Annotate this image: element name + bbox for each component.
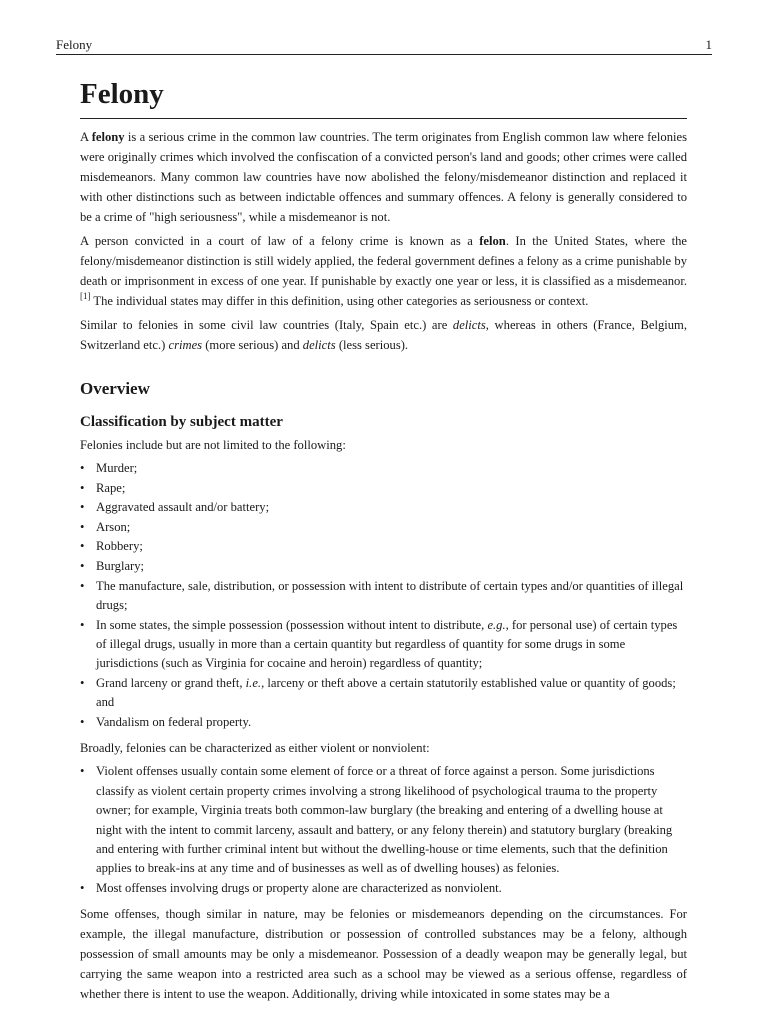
- text-run: Most offenses involving drugs or property alone are characterized as nonviolent.: [96, 881, 502, 895]
- text-run: (less serious).: [335, 338, 409, 352]
- text-run: crimes: [168, 338, 203, 352]
- section-heading-overview: Overview: [80, 379, 150, 398]
- text-run: Murder;: [96, 461, 138, 475]
- text-run: , whereas in others (France, Belgium, Switzerland etc.): [80, 318, 687, 352]
- intro-paragraph: [80, 231, 687, 311]
- text-run: (more serious) and: [202, 338, 303, 352]
- text-run: The manufacture, sale, distribution, or possession with intent to distribute of certain types and/or quantities of illegal drugs;: [96, 578, 684, 612]
- violence-list: [80, 762, 687, 898]
- text-run: i.e.: [245, 675, 262, 690]
- text-run: In some states, the simple possession (possession without intent to distribute,: [96, 617, 488, 632]
- list-item: [80, 518, 687, 537]
- text-run: felon: [479, 234, 506, 248]
- text-run: . In the United States, where the felony/misdemeanor distinction is still widely applied, the federal government defines a felony as a crime punishable by death or imprisonment in excess of one year. If punishable by exactly one year or less, it is classified as a misdemeanor.: [80, 234, 687, 288]
- page-number: 1: [705, 37, 712, 52]
- intro-paragraph: [80, 315, 687, 355]
- text-run: delicts: [302, 338, 336, 352]
- text-run: Arson;: [96, 519, 131, 534]
- violence-lead-paragraph: Broadly, felonies can be characterized as either violent or nonviolent:: [80, 741, 430, 756]
- list-item: [80, 557, 687, 576]
- text-run: Grand larceny or grand theft,: [96, 675, 246, 690]
- closing-paragraph: Some offenses, though similar in nature, may be felonies or misdemeanors depending on the circumstances. For example, the illegal manufacture, distribution or possession of controlled substances may be a felony, although possession of small amounts may be only a misdemeanor. Possession of a deadly weapon may be generally legal, but carrying the same weapon into a restricted area such as a school may be viewed as a serious offense, regardless of whether there is intent to use the weapon. Additionally, driving while intoxicated in some states may be a: [80, 907, 687, 1002]
- running-title: Felony: [56, 37, 93, 52]
- list-item: [80, 762, 687, 878]
- text-run: , for personal use) of certain types of illegal drugs, usually in more than a certain quantity but regardless of quantity for some drugs in some jurisdictions (such as Virginia for cocaine and heroin) regardless of quantity;: [96, 617, 678, 671]
- list-item: [80, 713, 687, 732]
- text-run: delicts: [452, 318, 486, 332]
- text-run: , larceny or theft above a certain statutorily established value or quantity of goods; and: [96, 675, 676, 710]
- text-run: A person convicted in a court of law of a felony crime is known as a: [80, 234, 480, 248]
- list-item: [80, 498, 687, 517]
- list-item: [80, 479, 687, 498]
- list-item: [80, 616, 687, 674]
- list-item: [80, 674, 687, 713]
- list-lead-paragraph: Felonies include but are not limited to the following:: [80, 438, 346, 452]
- list-item: [80, 459, 687, 478]
- text-run: Vandalism on federal property.: [96, 714, 252, 729]
- text-run: Violent offenses usually contain some element of force or a threat of force against a person. Some jurisdictions classify as violent certain property crimes involving a strong likelihood of psychological trauma to the property owner; for example, Virginia treats both common-law burglary (the breaking and entering of a dwelling house at night with the intent to commit larceny, assault and battery, or any felony therein) and statutory burglary (breaking and entering with further criminal intent but without the dwelling-house or time elements, such that the definition applies to break-ins at any time and of businesses as well as of dwelling houses) as felonies.: [96, 764, 673, 876]
- list-item: [80, 577, 687, 616]
- text-run: felony: [91, 130, 125, 144]
- list-item: [80, 537, 687, 556]
- text-run: Rape;: [96, 480, 126, 495]
- intro-paragraph: [80, 127, 687, 227]
- intro-section: [80, 127, 687, 355]
- text-run: Aggravated assault and/or battery;: [96, 500, 270, 515]
- text-run: Similar to felonies in some civil law countries (Italy, Spain etc.) are: [80, 318, 453, 332]
- article-body: [80, 76, 687, 1004]
- subsection-heading-classification: Classification by subject matter: [80, 414, 283, 430]
- running-header: [56, 36, 712, 55]
- list-item: [80, 879, 687, 898]
- text-run: Robbery;: [96, 539, 143, 554]
- citation-ref[interactable]: [1]: [80, 291, 91, 301]
- text-run: is a serious crime in the common law countries. The term originates from English common law where felonies were originally crimes which involved the confiscation of a convicted person's land and goods; other crimes were called misdemeanors. Many common law countries have now abolished the felony/misdemeanor distinction and replaced it with other distinctions such as between indictable offences and summary offences. A felony is generally considered to be a crime of "high seriousness", while a misdemeanor is not.: [80, 130, 687, 224]
- text-run: Burglary;: [96, 558, 145, 573]
- article-title: Felony: [80, 76, 687, 119]
- text-run: A: [80, 130, 92, 144]
- text-run: e.g.: [487, 617, 506, 632]
- felony-types-list: [80, 459, 687, 732]
- text-run: The individual states may differ in this definition, using other categories as seriousness or context.: [90, 294, 589, 308]
